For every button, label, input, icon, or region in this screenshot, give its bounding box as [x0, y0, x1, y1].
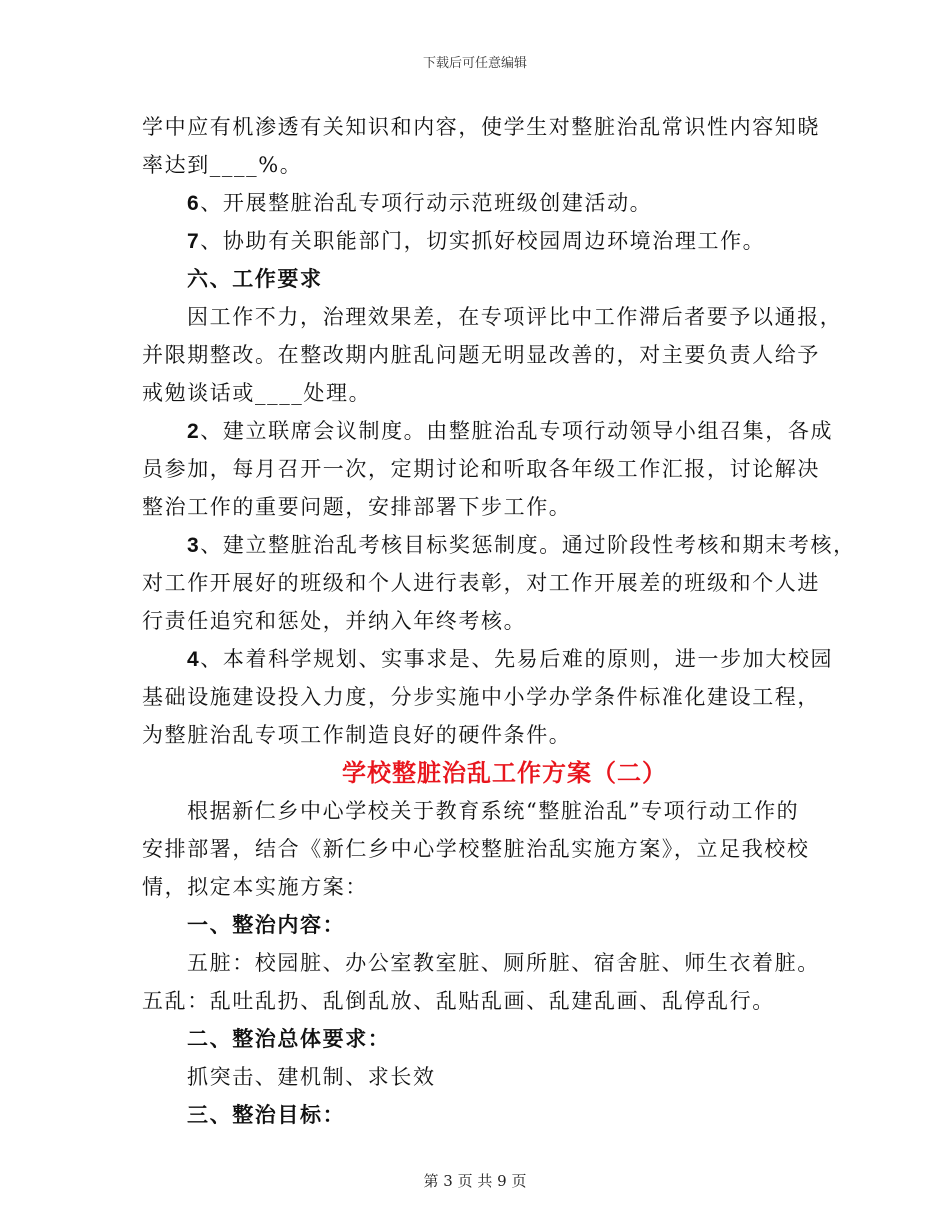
- item-number: 4: [187, 648, 201, 671]
- item-number: 3: [187, 534, 201, 557]
- paragraph-line: [142, 564, 822, 602]
- section-heading: [142, 1020, 822, 1058]
- line-text: 、本着科学规划、实事求是、先易后难的原则，进一步加大校园: [200, 647, 834, 671]
- paragraph-line: [142, 792, 822, 830]
- item-number: 7: [187, 230, 201, 253]
- heading-text: 六、工作要求: [187, 266, 323, 291]
- line-text: 员参加，每月召开一次，定期讨论和听取各年级工作汇报，讨论解决: [142, 457, 820, 481]
- heading-text: 三、整治目标：: [187, 1102, 346, 1127]
- paragraph-line: [142, 716, 822, 754]
- paragraph-line: [142, 982, 822, 1020]
- line-text: 、协助有关职能部门，切实抓好校园周边环境治理工作。: [200, 229, 766, 253]
- heading-text: 一、整治内容：: [187, 912, 346, 937]
- paragraph-line: [142, 488, 822, 526]
- line-text: 对工作开展好的班级和个人进行表彰，对工作开展差的班级和个人进: [142, 571, 820, 595]
- paragraph-line: [142, 944, 822, 982]
- line-text: 学中应有机渗透有关知识和内容，使学生对整脏治乱常识性内容知晓: [142, 115, 820, 139]
- heading-text: 二、整治总体要求：: [187, 1026, 391, 1051]
- line-text: 戒勉谈话或____处理。: [142, 381, 372, 405]
- paragraph-line: [142, 450, 822, 488]
- line-text: 安排部署，结合《新仁乡中心学校整脏治乱实施方案》，立足我校校: [142, 837, 810, 861]
- list-item-3: [142, 526, 856, 564]
- line-text: 基础设施建设投入力度，分步实施中小学办学条件标准化建设工程，: [142, 685, 820, 709]
- line-text: 并限期整改。在整改期内脏乱问题无明显改善的，对主要负责人给予: [142, 343, 820, 367]
- paragraph-line: [142, 108, 822, 146]
- paragraph-line: [142, 678, 822, 716]
- line-text: 为整脏治乱专项工作制造良好的硬件条件。: [142, 723, 572, 747]
- item-number: 2: [187, 420, 201, 443]
- line-text: 情，拟定本实施方案：: [142, 875, 368, 899]
- line-text: 、建立整脏治乱考核目标奖惩制度。通过阶段性考核和期末考核，: [200, 533, 856, 557]
- section-heading: [142, 1096, 822, 1134]
- line-text: 、建立联席会议制度。由整脏治乱专项行动领导小组召集，各成: [200, 419, 834, 443]
- list-item-4: [142, 640, 834, 678]
- paragraph-line: [142, 1058, 822, 1096]
- page-footer: 第 3 页 共 9 页: [423, 1172, 527, 1190]
- section-heading: [142, 260, 822, 298]
- line-text: 五乱：乱吐乱扔、乱倒乱放、乱贴乱画、乱建乱画、乱停乱行。: [142, 989, 775, 1013]
- line-text: 因工作不力，治理效果差，在专项评比中工作滞后者要予以通报，: [187, 305, 843, 329]
- title-text: 学校整脏治乱工作方案（二）: [342, 758, 667, 787]
- paragraph-line: [142, 298, 843, 336]
- paragraph-line: [142, 146, 822, 184]
- line-text: 根据新仁乡中心学校关于教育系统“整脏治乱”专项行动工作的: [187, 799, 800, 823]
- document-title: [142, 754, 822, 792]
- line-text: 、开展整脏治乱专项行动示范班级创建活动。: [200, 191, 653, 215]
- line-text: 抓突击、建机制、求长效: [187, 1065, 436, 1089]
- paragraph-line: [142, 830, 822, 868]
- list-item-7: [142, 222, 822, 260]
- list-item-6: [142, 184, 822, 222]
- list-item-2: [142, 412, 834, 450]
- page-header: 下载后可任意编辑: [422, 56, 527, 71]
- line-text: 率达到____%。: [142, 153, 303, 177]
- paragraph-line: [142, 374, 822, 412]
- paragraph-line: [142, 336, 822, 374]
- paragraph-line: [142, 602, 822, 640]
- section-heading: [142, 906, 822, 944]
- line-text: 五脏：校园脏、办公室教室脏、厕所脏、宿舍脏、师生衣着脏。: [187, 951, 820, 975]
- item-number: 6: [187, 192, 201, 215]
- line-text: 行责任追究和惩处，并纳入年终考核。: [142, 609, 527, 633]
- line-text: 整治工作的重要问题，安排部署下步工作。: [142, 495, 572, 519]
- document-body: [142, 108, 856, 1134]
- paragraph-line: [142, 868, 822, 906]
